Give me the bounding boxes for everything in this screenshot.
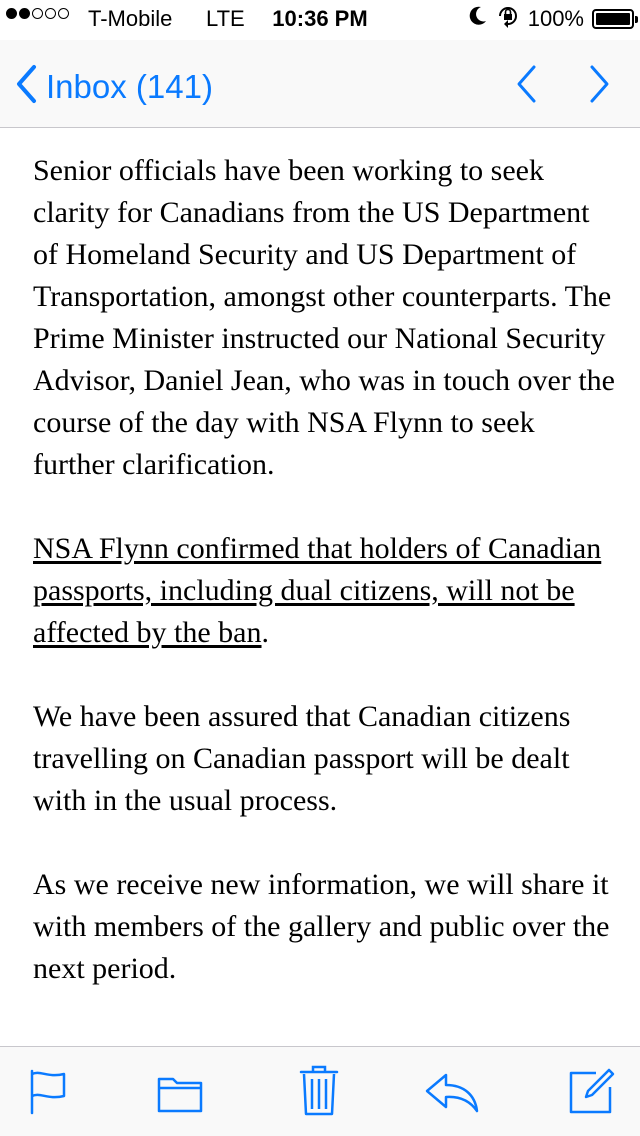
navigation-bar: [0, 40, 640, 128]
chevron-left-icon: [14, 64, 46, 109]
flag-icon: [28, 1069, 68, 1115]
compose-button[interactable]: [568, 1067, 616, 1120]
battery-percent: 100%: [527, 6, 584, 31]
carrier-name: T-Mobile: [88, 6, 173, 31]
folder-icon: [157, 1073, 203, 1113]
email-body: [33, 150, 618, 1032]
email-paragraph-2: [33, 528, 618, 654]
move-to-folder-button[interactable]: [157, 1073, 203, 1118]
status-time: 10:36 PM: [272, 6, 368, 31]
underlined-statement: NSA Flynn confirmed that holders of Canadian passports, including dual citizens, will not be affected by the ban: [33, 532, 602, 649]
chevron-up-icon: [514, 64, 538, 104]
next-message-button[interactable]: [588, 64, 612, 109]
trash-icon: [299, 1065, 339, 1117]
reply-icon: [424, 1071, 480, 1115]
flag-button[interactable]: [28, 1069, 68, 1120]
status-bar: [0, 0, 640, 40]
compose-icon: [568, 1067, 616, 1115]
reply-button[interactable]: [424, 1071, 480, 1120]
chevron-down-icon: [588, 64, 612, 104]
email-paragraph-4: As we receive new information, we will share it with members of the gallery and public over the next period.: [33, 868, 610, 985]
email-paragraph-1: Senior officials have been working to seek clarity for Canadians from the US Department of Homeland Security and US Department of Transportation, amongst other counterparts. The Prime Minister instructed our National Security Advisor, Daniel Jean, who was in touch over the course of the day with NSA Flynn to seek further clarification.: [33, 154, 615, 481]
back-label: Inbox (141): [46, 67, 213, 105]
paragraph-2-end: .: [261, 616, 270, 649]
battery-icon: [592, 9, 634, 29]
back-to-inbox-button[interactable]: [14, 64, 213, 109]
moon-icon: [468, 5, 488, 33]
previous-message-button[interactable]: [514, 64, 538, 109]
bottom-toolbar: [0, 1046, 640, 1136]
rotation-lock-icon: [496, 4, 520, 34]
network-type: LTE: [206, 6, 245, 31]
email-paragraph-3: We have been assured that Canadian citizens travelling on Canadian passport will be dealt with in the usual process.: [33, 700, 571, 817]
trash-button[interactable]: [299, 1065, 339, 1122]
